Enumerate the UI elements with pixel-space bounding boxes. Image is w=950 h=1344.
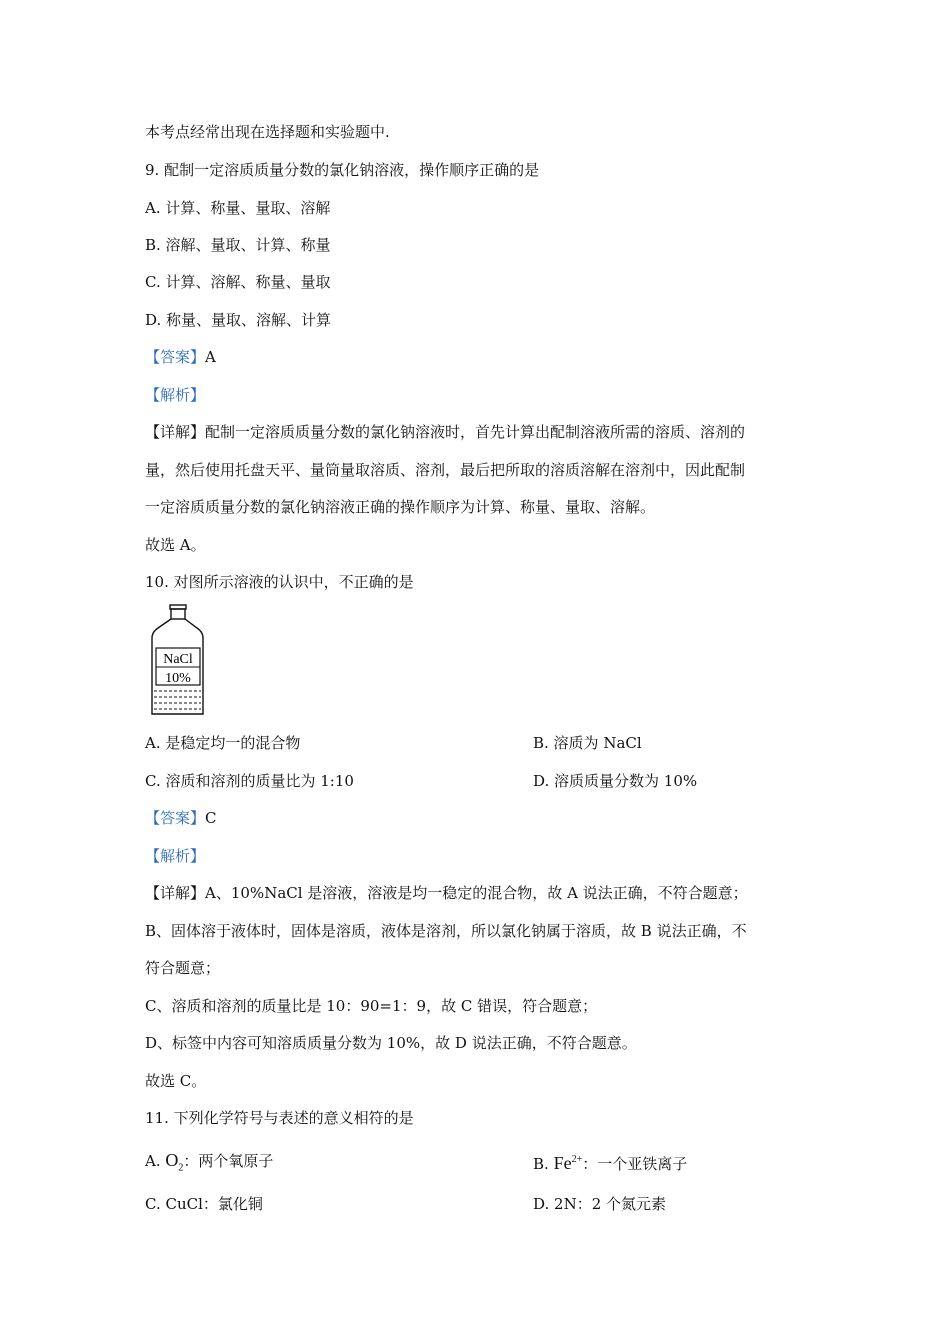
q9-detail-line-1: [145, 422, 745, 442]
solution-level-lines: [154, 691, 201, 709]
superscript: 2+: [571, 1154, 583, 1165]
option-text: ：两个氧原子: [183, 1152, 274, 1170]
q10-conclusion: 故选 C。: [145, 1072, 207, 1090]
subscript: 2: [178, 1162, 184, 1174]
q10-analysis-tag: 【解析】: [145, 847, 206, 865]
q11-option-c: C. CuCl：氯化铜: [145, 1195, 263, 1213]
answer-value: A: [205, 348, 216, 366]
q10-answer: [145, 808, 217, 828]
q10-stem: 10. 对图所示溶液的认识中，不正确的是: [145, 573, 414, 591]
detail-tag: 【详解】: [145, 884, 206, 902]
q9-conclusion: 故选 A。: [145, 536, 206, 554]
q11-stem: 11. 下列化学符号与表述的意义相符的是: [145, 1109, 414, 1127]
detail-text: A、10%NaCl 是溶液，溶液是均一稳定的混合物，故 A 说法正确，不符合题意；: [205, 884, 748, 902]
q9-analysis-tag: 【解析】: [145, 386, 206, 404]
q11-option-a: [145, 1150, 273, 1179]
intro-text: 本考点经常出现在选择题和实验题中.: [145, 123, 390, 141]
q10-option-d: D. 溶质质量分数为 10%: [533, 772, 698, 790]
q10-option-b: B. 溶质为 NaCl: [533, 734, 642, 752]
q10-detail-line-3: 符合题意；: [145, 959, 221, 977]
q9-detail-line-2: 量，然后使用托盘天平、量筒量取溶质、溶剂，最后把所取的溶质溶解在溶剂中，因此配制: [145, 461, 746, 479]
q9-answer: [145, 347, 216, 367]
q10-detail-line-2: B、固体溶于液体时，固体是溶质，液体是溶剂，所以氯化钠属于溶质，故 B 说法正确，不: [145, 922, 747, 940]
q9-detail-line-3: 一定溶质质量分数的氯化钠溶液正确的操作顺序为计算、称量、量取、溶解。: [145, 498, 656, 516]
bottle-neck: [171, 609, 185, 619]
q10-detail-line-1: [145, 883, 748, 903]
q11-option-b: [533, 1150, 687, 1174]
q9-option-b: B. 溶解、量取、计算、称量: [145, 236, 331, 254]
q9-option-d: D. 称量、量取、溶解、计算: [145, 311, 332, 329]
q10-option-c: C. 溶质和溶剂的质量比为 1:10: [145, 772, 354, 790]
detail-tag: 【详解】: [145, 423, 206, 441]
q9-stem: 9. 配制一定溶质质量分数的氯化钠溶液，操作顺序正确的是: [145, 161, 540, 179]
q9-option-c: C. 计算、溶解、称量、量取: [145, 273, 331, 291]
q10-detail-line-4: C、溶质和溶剂的质量比是 10：90=1：9，故 C 错误，符合题意；: [145, 997, 598, 1015]
option-prefix: B.: [533, 1155, 554, 1173]
answer-value: C: [205, 809, 217, 827]
q10-option-a: A. 是稳定均一的混合物: [145, 734, 301, 752]
reagent-bottle-figure: [148, 604, 206, 716]
answer-tag: 【答案】: [145, 348, 206, 366]
label-concentration: 10%: [165, 671, 191, 686]
answer-tag: 【答案】: [145, 809, 206, 827]
element-symbol: Fe: [553, 1153, 572, 1173]
q10-detail-line-5: D、标签中内容可知溶质质量分数为 10%，故 D 说法正确，不符合题意。: [145, 1034, 637, 1052]
label-formula: NaCl: [163, 652, 193, 667]
option-text: ：一个亚铁离子: [582, 1155, 688, 1173]
detail-text: 配制一定溶质质量分数的氯化钠溶液时，首先计算出配制溶液所需的溶质、溶剂的: [205, 423, 746, 441]
option-prefix: A.: [145, 1152, 166, 1170]
q9-option-a: A. 计算、称量、量取、溶解: [145, 199, 331, 217]
oxygen-formula: [165, 1150, 184, 1174]
q11-option-d: D. 2N：2 个氮元素: [533, 1195, 667, 1213]
ferrous-ion-formula: [554, 1153, 583, 1173]
element-symbol: O: [165, 1150, 179, 1170]
